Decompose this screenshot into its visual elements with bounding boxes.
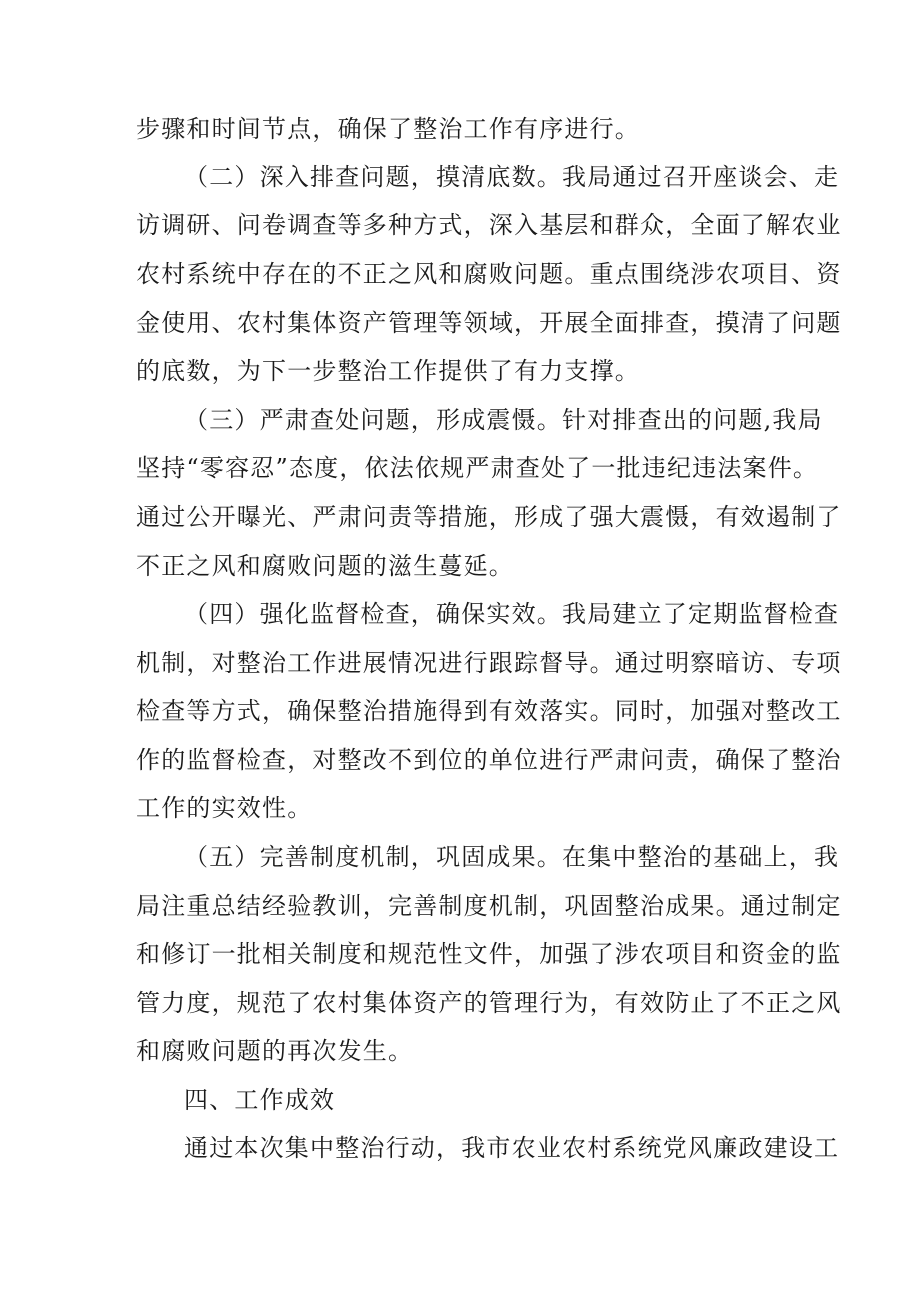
section-heading: 四、工作成效 [184, 1086, 336, 1114]
text-line: 作的监督检查，对整改不到位的单位进行严肃问责，确保了整治 [136, 746, 842, 774]
text-line: 访调研、问卷调查等多种方式，深入基层和群众，全面了解农业 [136, 211, 842, 239]
text-line: 农村系统中存在的不正之风和腐败问题。重点围绕涉农项目、资 [136, 260, 842, 288]
text-line: 机制，对整治工作进展情况进行跟踪督导。通过明察暗访、专项 [136, 649, 842, 677]
text-line: （二）深入排查问题，摸清底数。我局通过召开座谈会、走 [184, 163, 840, 191]
text-line: 通过公开曝光、严肃问责等措施，形成了强大震慑，有效遏制了 [136, 503, 842, 531]
text-line: 的底数，为下一步整治工作提供了有力支撑。 [136, 357, 640, 385]
text-line: 工作的实效性。 [136, 794, 313, 822]
text-line: 步骤和时间节点，确保了整治工作有序进行。 [136, 115, 640, 143]
text-line: （四）强化监督检查，确保实效。我局建立了定期监督检查 [184, 600, 840, 628]
text-line: 和修订一批相关制度和规范性文件，加强了涉农项目和资金的监 [136, 940, 842, 968]
text-line: 金使用、农村集体资产管理等领域，开展全面排查，摸清了问题 [136, 309, 842, 337]
text-line: 不正之风和腐败问题的滋生蔓延。 [136, 552, 514, 580]
text-line: 通过本次集中整治行动，我市农业农村系统党风廉政建设工 [184, 1134, 840, 1162]
text-line: 检查等方式，确保整治措施得到有效落实。同时，加强对整改工 [136, 697, 842, 725]
text-line: 和腐败问题的再次发生。 [136, 1037, 414, 1065]
text-line: （三）严肃查处问题，形成震慑。针对排查出的问题,我局 [184, 406, 823, 434]
text-line: 坚持“零容忍”态度，依法依规严肃查处了一批违纪违法案件。 [136, 454, 819, 482]
text-line: （五）完善制度机制，巩固成果。在集中整治的基础上，我 [184, 843, 840, 871]
text-line: 管力度，规范了农村集体资产的管理行为，有效防止了不正之风 [136, 989, 842, 1017]
text-line: 局注重总结经验教训，完善制度机制，巩固整治成果。通过制定 [136, 892, 842, 920]
